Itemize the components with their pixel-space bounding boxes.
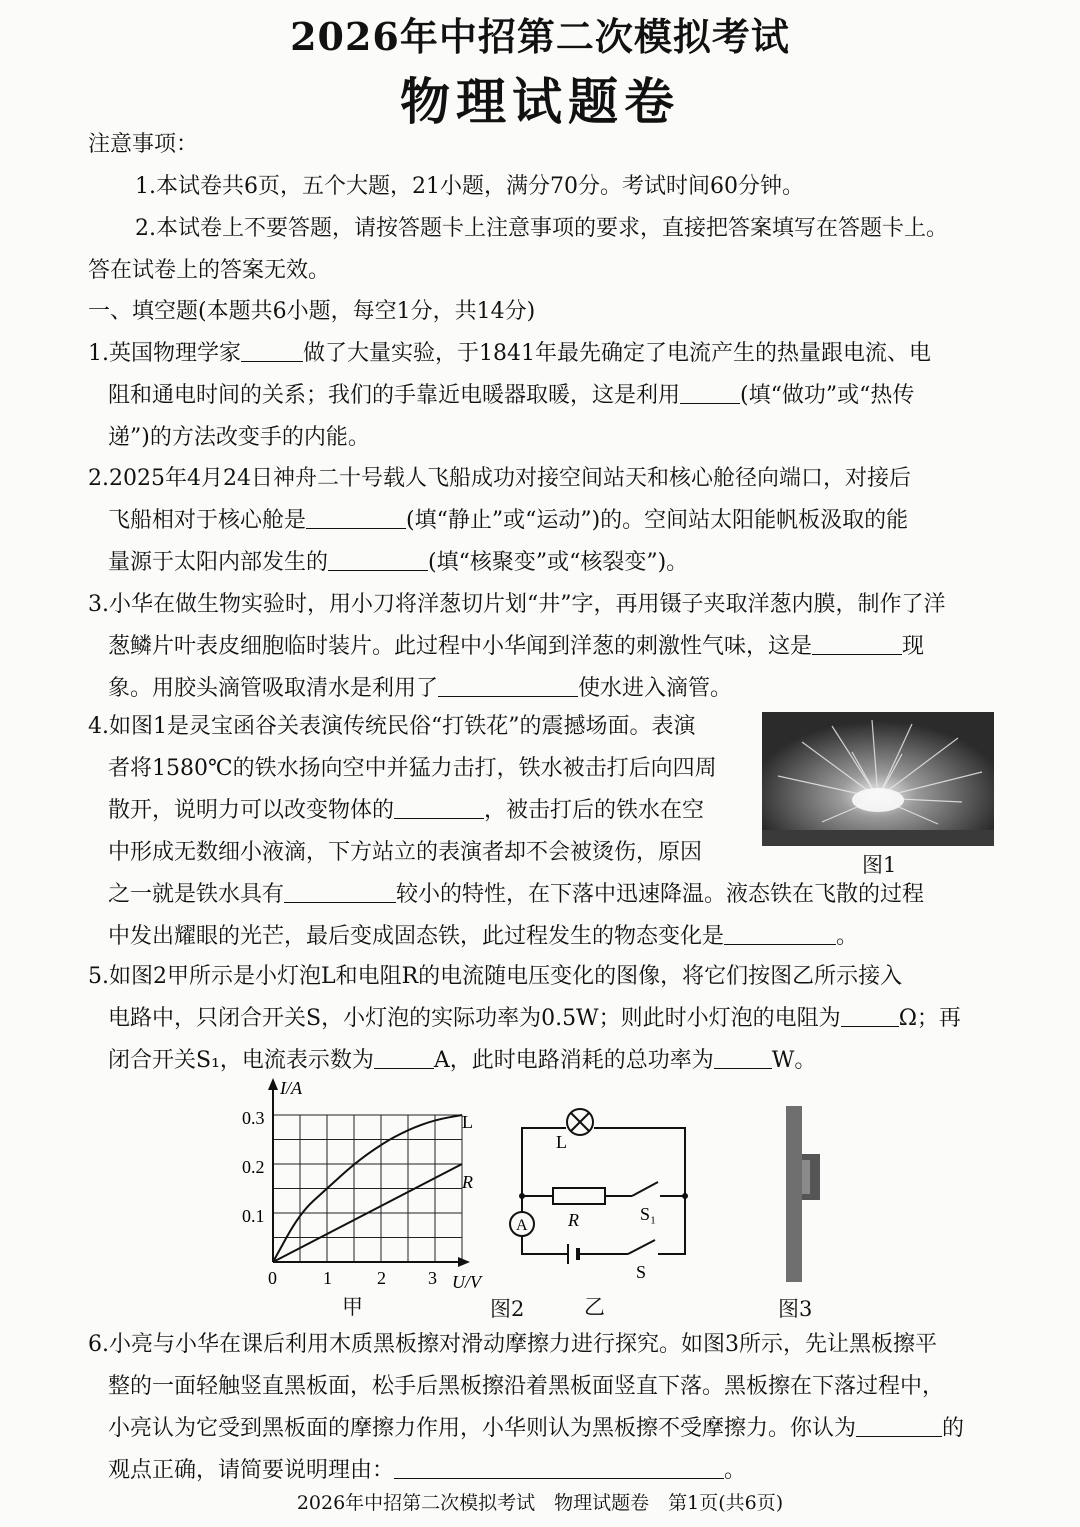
iron-flower-photo [762,712,994,846]
switch-s1 [632,1182,658,1196]
q4-line-3: 散开，说明力可以改变物体的 ，被击打后的铁水在空 [108,798,705,823]
page-footer: 2026年中招第二次模拟考试 物理试题卷 第1页(共6页) [296,1492,784,1514]
notice-heading: 注意事项： [88,132,199,157]
q6-line-4: 观点正确，请简要说明理由： 。 [108,1458,747,1483]
answer-blank [241,341,303,362]
q3-line-2: 葱鳞片叶表皮细胞临时装片。此过程中小华闻到洋葱的刺激性气味，这是 现 [108,634,925,659]
graph-grid [273,1115,462,1262]
q6-line-3: 小亮认为它受到黑板面的摩擦力作用，小华则认为黑板擦不受摩擦力。你认为 的 [108,1416,965,1441]
lamp-label: L [556,1132,567,1152]
answer-blank [812,634,902,655]
q6-line-2: 整的一面轻触竖直黑板面，松手后黑板擦沿着黑板面竖直下落。黑板擦在下落过程中， [108,1374,945,1399]
notice-item-2-cont: 答在试卷上的答案无效。 [88,258,331,283]
blackboard-eraser-figure [780,1104,840,1284]
x-tick: 1 [323,1268,332,1288]
answer-blank [438,676,578,697]
notice-item-2: 2.本试卷上不要答题，请按答题卡上注意事项的要求，直接把答案填写在答题卡上。 [135,216,948,241]
fig3-label: 图3 [778,1297,813,1321]
q3-line-3: 象。用胶头滴管吸取清水是利用了 使水进入滴管。 [108,676,733,701]
ammeter-label: A [516,1217,528,1234]
fig2-label: 图2 [490,1297,525,1321]
switch-s1-label: S₁ [640,1204,657,1224]
y-axis-label: I/A [280,1078,302,1098]
curve-r-label: R [462,1172,473,1192]
q5-line-1: 5.如图2甲所示是小灯泡L和电阻R的电流随电压变化的图像，将它们按图乙所示接入 [88,964,903,989]
switch-s [628,1240,655,1254]
answer-blank [284,882,396,903]
paper-title: 物理试题卷 [400,72,680,131]
answer-blank [724,924,836,945]
junction-dot [519,1193,525,1199]
eraser-felt [802,1160,810,1194]
q2-line-3: 量源于太阳内部发生的 (填“核聚变”或“核裂变”)。 [108,550,689,575]
q4-line-6: 中发出耀眼的光芒，最后变成固态铁，此过程发生的物态变化是 。 [108,924,859,949]
blackboard [786,1106,802,1282]
q5-line-2: 电路中，只闭合开关S，小灯泡的实际功率为0.5W；则此时小灯泡的电阻为 Ω；再 [108,1006,961,1031]
answer-blank [394,798,484,819]
answer-blank [374,1048,434,1069]
q1-line-1: 1.英国物理学家 做了大量实验，于1841年最先确定了电流产生的热量跟电流、电 [88,341,931,366]
y-tick: 0.1 [242,1206,265,1226]
q2-line-2: 飞船相对于核心舱是 (填“静止”或“运动”)的。空间站太阳能帆板汲取的能 [108,508,909,533]
q3-line-1: 3.小华在做生物实验时，用小刀将洋葱切片划“井”字，再用镊子夹取洋葱内膜，制作了洋 [88,592,946,617]
wire [594,1128,685,1196]
x-tick: 2 [377,1268,386,1288]
q4-line-1: 4.如图1是灵宝函谷关表演传统民俗“打铁花”的震撼场面。表演 [88,714,696,739]
answer-blank [714,1048,772,1069]
resistor-r [553,1188,605,1204]
notice-item-1: 1.本试卷共6页，五个大题，21小题，满分70分。考试时间60分钟。 [135,174,804,199]
q5-line-3: 闭合开关S₁，电流表示数为 A，此时电路消耗的总功率为 W。 [108,1048,817,1073]
answer-blank [680,383,740,404]
y-tick: 0.3 [242,1108,265,1128]
q2-line-1: 2.2025年4月24日神舟二十号载人飞船成功对接空间站天和核心舱径向端口，对接后 [88,466,911,491]
q4-line-4: 中形成无数细小液滴，下方站立的表演者却不会被烫伤，原因 [108,840,703,865]
resistor-label: R [568,1210,579,1230]
fig2-sub-a-label: 甲 [342,1295,363,1319]
exam-title: 2026年中招第二次模拟考试 [290,14,790,59]
iu-graph [236,1076,496,1296]
x-tick: 0 [268,1268,277,1288]
x-tick: 3 [428,1268,437,1288]
junction-dot [682,1193,688,1199]
answer-blank [394,1458,724,1479]
fig2-sub-b-label: 乙 [584,1295,605,1319]
q1-line-2: 阻和通电时间的关系；我们的手靠近电暖器取暖，这是利用 (填“做功”或“热传 [108,383,915,408]
y-axis-arrow [268,1078,278,1090]
x-axis-arrow [458,1257,470,1267]
q4-line-2: 者将1580℃的铁水扬向空中并猛力击打，铁水被击打后向四周 [108,756,717,781]
section-heading: 一、填空题(本题共6小题，每空1分，共14分) [88,299,536,324]
q4-line-5: 之一就是铁水具有 较小的特性，在下落中迅速降温。液态铁在飞散的过程 [108,882,925,907]
switch-s-label: S [636,1262,647,1282]
y-tick: 0.2 [242,1157,265,1177]
circuit-diagram [500,1100,700,1290]
x-axis-label: U/V [452,1272,481,1292]
answer-blank [306,508,406,529]
answer-blank [841,1006,899,1027]
wire [658,1196,685,1254]
curve-l-label: L [462,1112,473,1132]
answer-blank [328,550,428,571]
fig1-label: 图1 [862,853,897,877]
answer-blank [856,1416,942,1437]
wire [522,1236,568,1254]
q1-line-3: 递”)的方法改变手的内能。 [108,425,370,450]
q6-line-1: 6.小亮与小华在课后利用木质黑板擦对滑动摩擦力进行探究。如图3所示，先让黑板擦平 [88,1332,937,1357]
